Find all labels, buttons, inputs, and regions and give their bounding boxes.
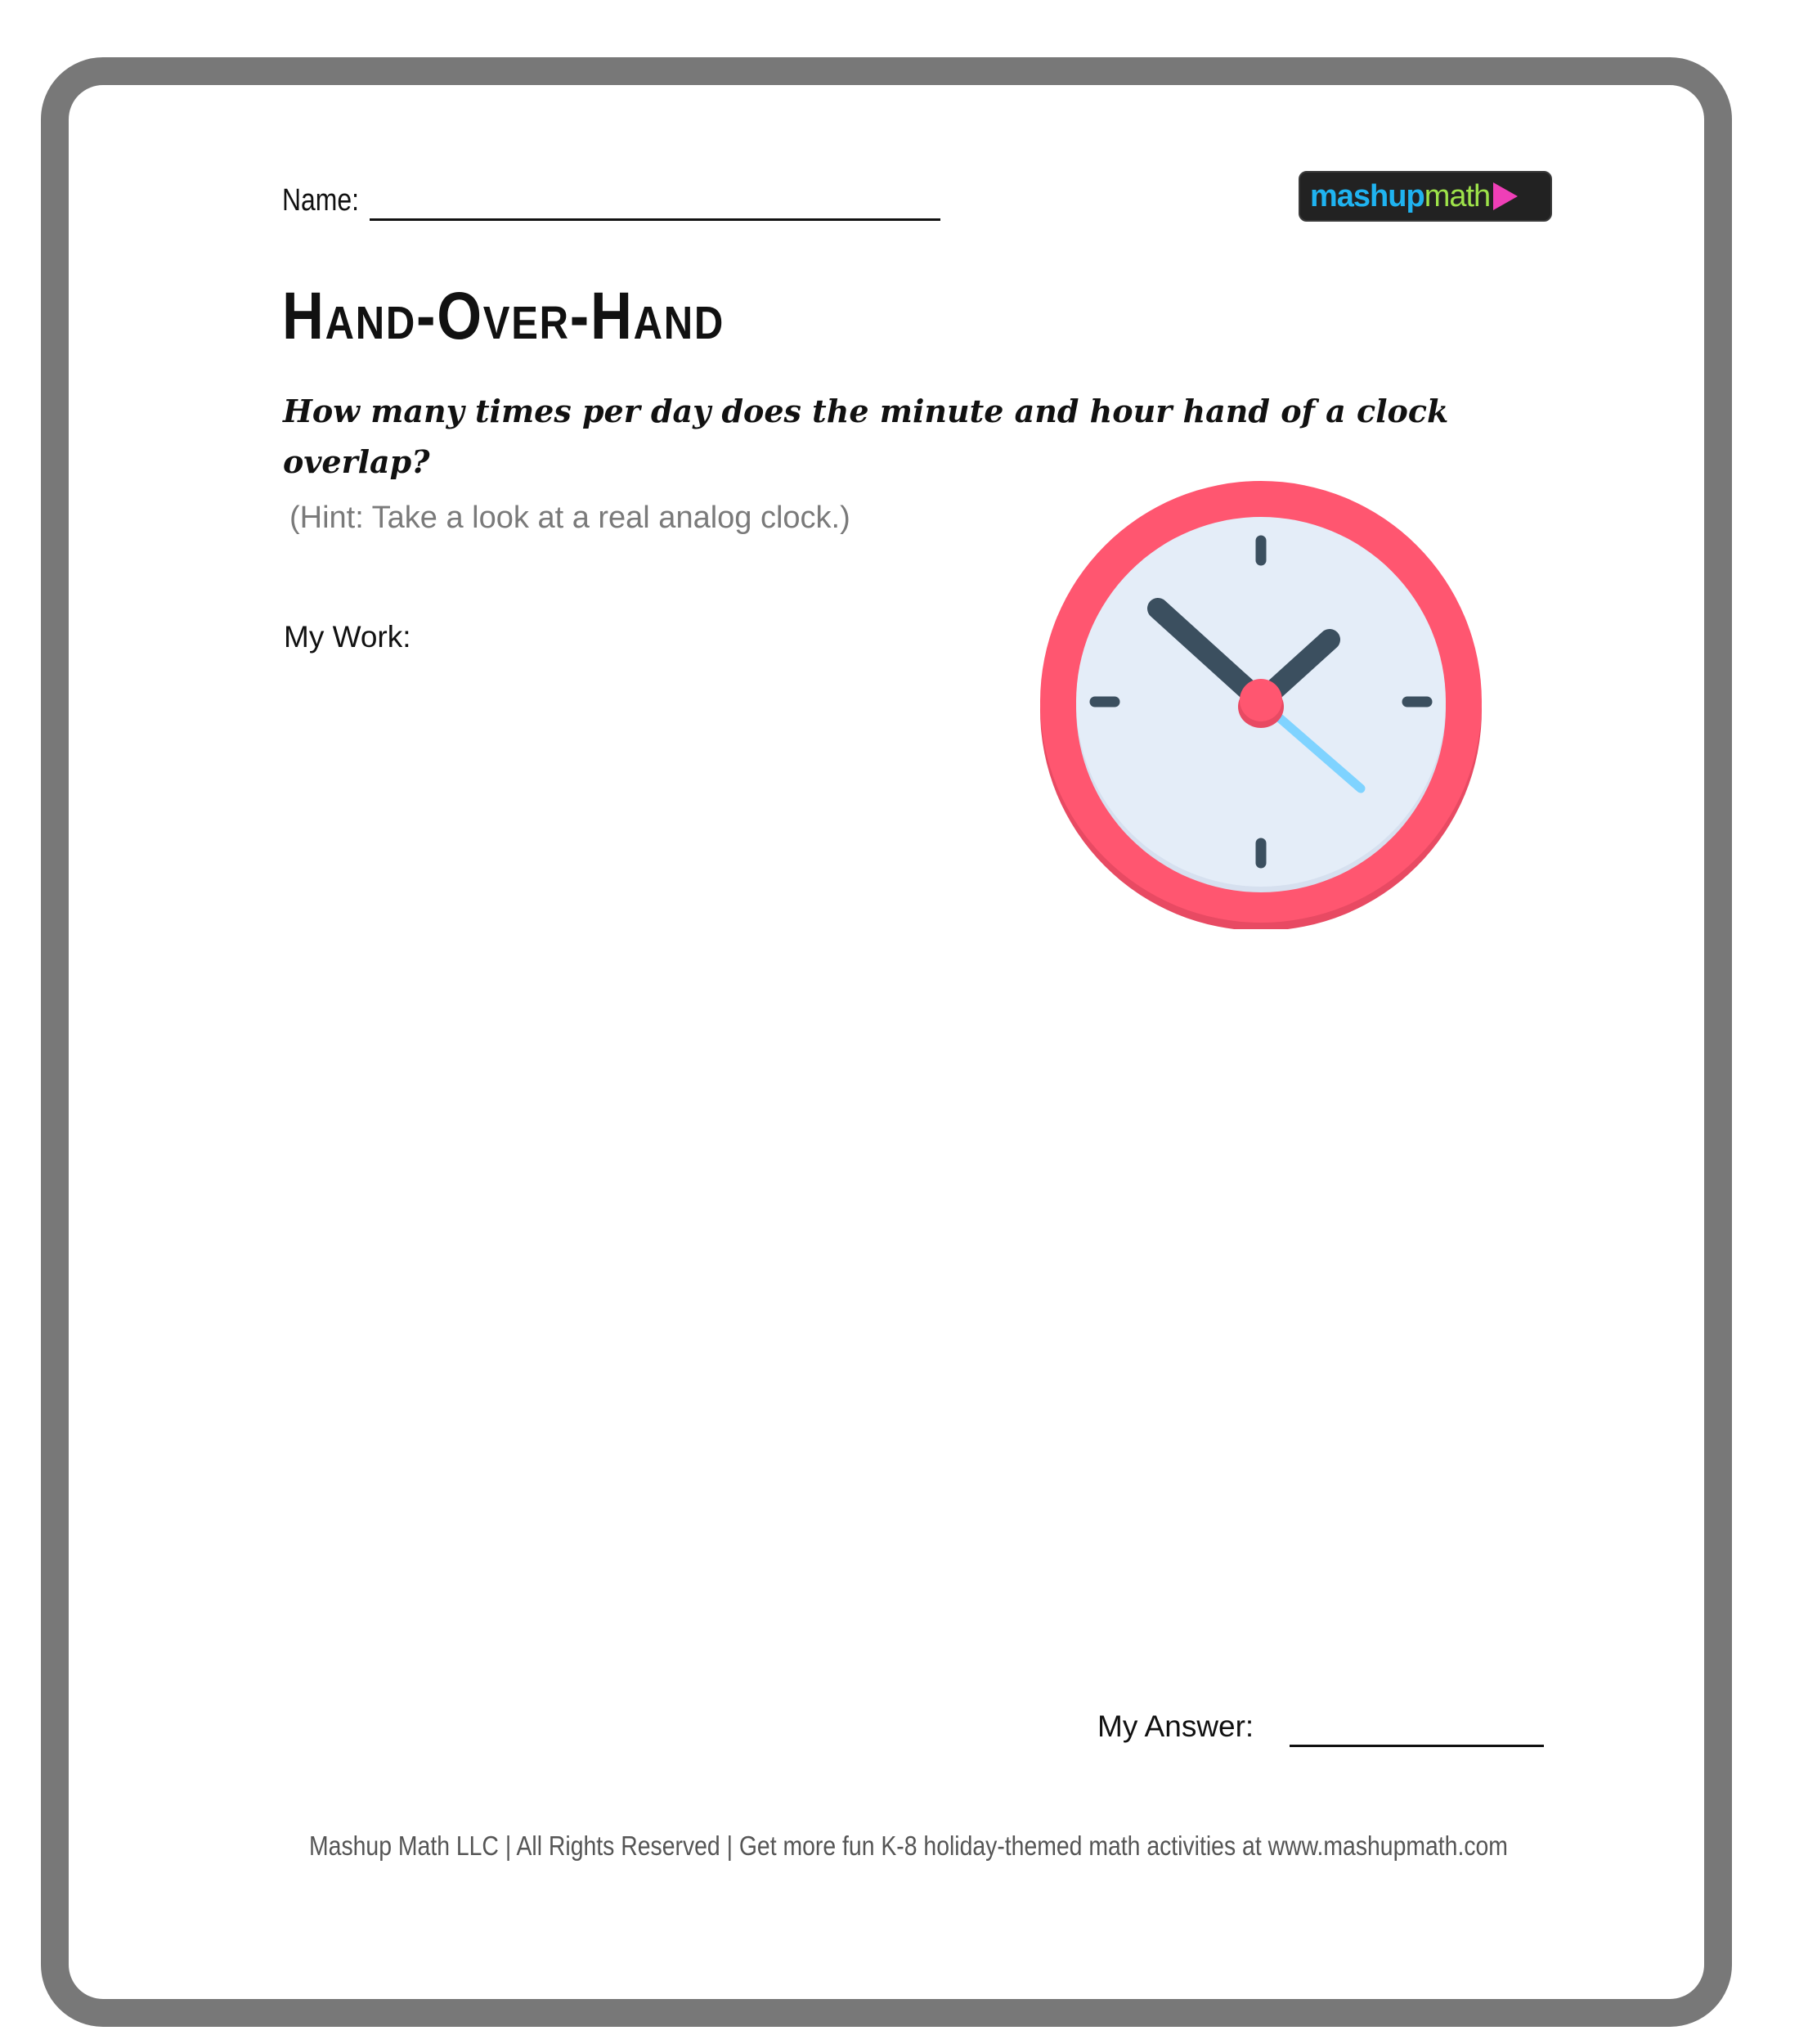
name-label: Name:: [282, 183, 360, 218]
my-answer-label: My Answer:: [1097, 1709, 1254, 1743]
logo-text-math: math: [1424, 178, 1491, 213]
logo-text-mashup: mashup: [1310, 178, 1424, 213]
answer-field-line: [1290, 1745, 1544, 1747]
play-icon: [1493, 182, 1518, 210]
question-text: How many times per day does the minute and hour hand of a clock overlap?: [283, 393, 1449, 480]
wall-clock-icon: [1037, 481, 1485, 929]
footer-text: Mashup Math LLC | All Rights Reserved | Get more fun K-8 holiday-themed math activities at www.mashupmath.com: [309, 1831, 1508, 1861]
clock-center: [1240, 679, 1282, 721]
worksheet-title: Hand-Over-Hand: [282, 279, 725, 353]
my-work-label: My Work:: [284, 620, 411, 654]
name-field-line: [370, 218, 940, 221]
mashupmath-logo: [1299, 171, 1552, 222]
hint-text: (Hint: Take a look at a real analog clock.): [289, 501, 850, 535]
